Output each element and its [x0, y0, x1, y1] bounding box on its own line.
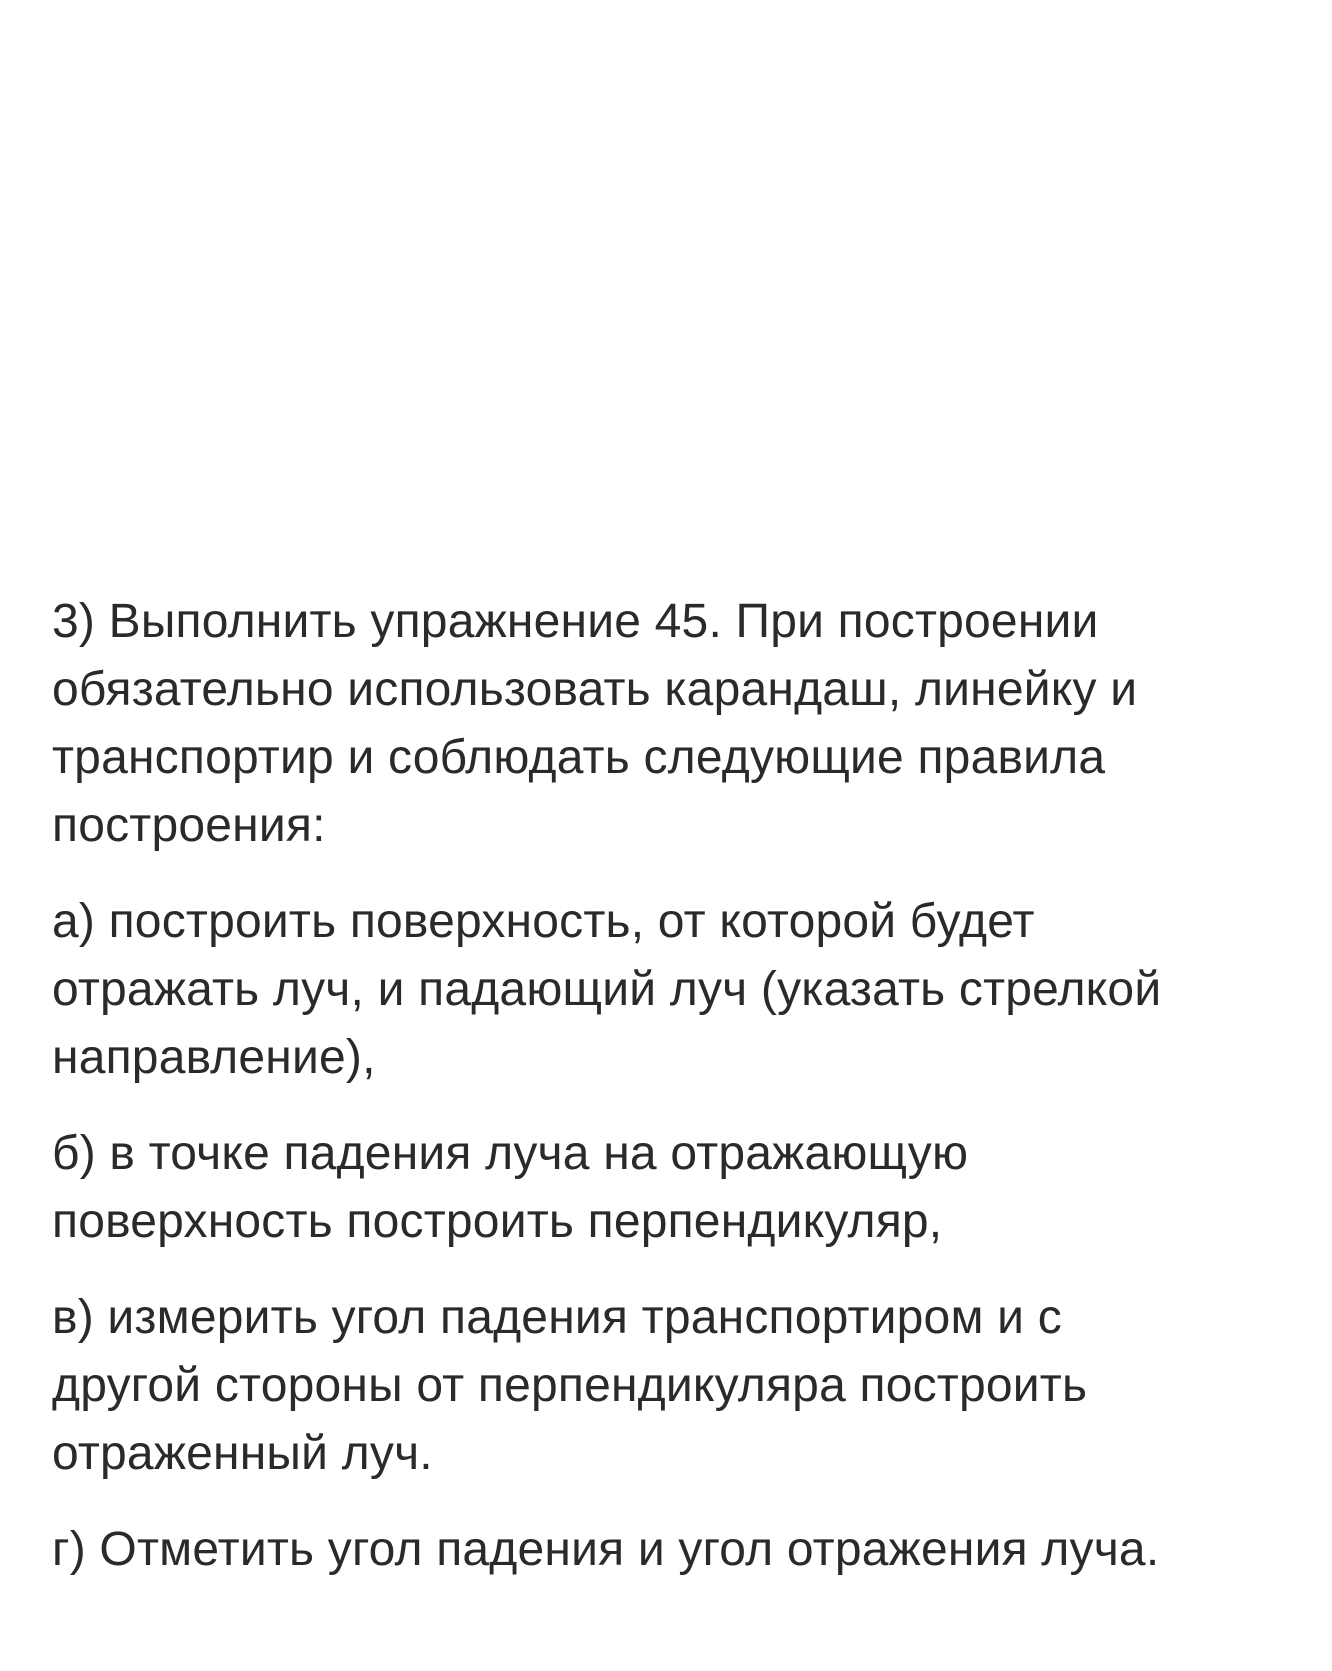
exercise-text [52, 588, 1292, 1584]
step-d-paragraph: г) Отметить угол падения и угол отражения луча. [52, 1523, 1160, 1576]
step-b-paragraph: б) в точке падения луча на отражающую поверхность построить перпендикуляр, [52, 1127, 969, 1248]
step-a-paragraph: а) построить поверхность, от которой будет отражать луч, и падающий луч (указать стрелкой направление), [52, 895, 1162, 1084]
step-c-paragraph: в) измерить угол падения транспортиром и с другой стороны от перпендикуляра построить отраженный луч. [52, 1291, 1088, 1480]
intro-paragraph: 3) Выполнить упражнение 45. При построении обязательно использовать карандаш, линейку и транспортир и соблюдать следующие правила построения: [52, 595, 1138, 852]
